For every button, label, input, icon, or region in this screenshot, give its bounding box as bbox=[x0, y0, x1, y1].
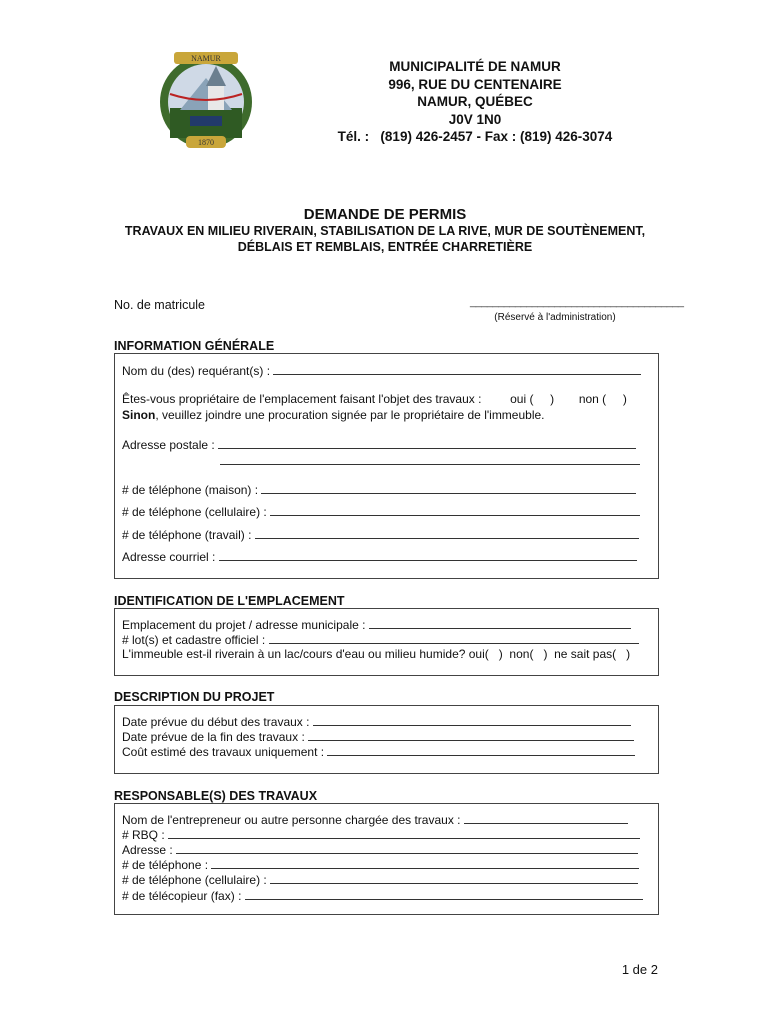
project-address-field[interactable] bbox=[369, 617, 631, 629]
project-address-row bbox=[122, 617, 631, 632]
section-general-title: INFORMATION GÉNÉRALE bbox=[114, 339, 275, 353]
resp-address-field[interactable] bbox=[176, 842, 638, 854]
project-address-label: Emplacement du projet / adresse municipale : bbox=[122, 618, 366, 632]
section-responsible-title: RESPONSABLE(S) DES TRAVAUX bbox=[114, 789, 318, 803]
phone-cell-field[interactable] bbox=[270, 504, 640, 516]
cost-field[interactable] bbox=[327, 744, 635, 756]
rbq-row bbox=[122, 827, 640, 842]
logo-year-text: 1870 bbox=[198, 138, 214, 147]
phone-work-label: # de téléphone (travail) : bbox=[122, 528, 252, 542]
start-date-field[interactable] bbox=[313, 714, 631, 726]
phone-work-field[interactable] bbox=[255, 527, 639, 539]
municipality-name: MUNICIPALITÉ DE NAMUR bbox=[389, 59, 561, 74]
resp-cell-field[interactable] bbox=[270, 872, 638, 884]
end-date-row bbox=[122, 729, 634, 744]
matricule-field[interactable]: ______________________________________ bbox=[470, 296, 684, 308]
phone-home-field[interactable] bbox=[261, 482, 636, 494]
form-subtitle-line2: DÉBLAIS ET REMBLAIS, ENTRÉE CHARRETIÈRE bbox=[237, 240, 533, 254]
contractor-row bbox=[122, 812, 628, 827]
phone-cell-row bbox=[122, 504, 640, 519]
rbq-label: # RBQ : bbox=[122, 828, 165, 842]
resp-address-row bbox=[122, 842, 638, 857]
contractor-label: Nom de l'entrepreneur ou autre personne chargée des travaux : bbox=[122, 813, 461, 827]
end-date-field[interactable] bbox=[308, 729, 634, 741]
resp-phone-row bbox=[122, 857, 639, 872]
riverside-question: L'immeuble est-il riverain à un lac/cours d'eau ou milieu humide? oui( ) non( ) ne sait pas( ) bbox=[122, 647, 631, 661]
resp-fax-label: # de télécopieur (fax) : bbox=[122, 889, 242, 903]
cost-label: Coût estimé des travaux uniquement : bbox=[122, 745, 325, 759]
lots-field[interactable] bbox=[269, 632, 639, 644]
postal-row-2 bbox=[220, 453, 640, 468]
reserved-note: (Réservé à l'administration) bbox=[494, 312, 616, 323]
form-subtitle-line1: TRAVAUX EN MILIEU RIVERAIN, STABILISATION DE LA RIVE, MUR DE SOUTÈNEMENT, bbox=[124, 224, 646, 238]
lots-row bbox=[122, 632, 639, 647]
postal-field-1[interactable] bbox=[218, 437, 636, 449]
phone-cell-label: # de téléphone (cellulaire) : bbox=[122, 505, 267, 519]
phone-work-row bbox=[122, 527, 639, 542]
requester-field[interactable] bbox=[273, 363, 641, 375]
resp-fax-field[interactable] bbox=[245, 888, 643, 900]
postal-label: Adresse postale : bbox=[122, 438, 215, 452]
email-row bbox=[122, 549, 637, 564]
municipality-header bbox=[315, 58, 635, 146]
phone-home-label: # de téléphone (maison) : bbox=[122, 483, 259, 497]
resp-phone-field[interactable] bbox=[211, 857, 639, 869]
matricule-label: No. de matricule bbox=[114, 298, 206, 312]
municipality-phone-fax: Tél. : (819) 426-2457 - Fax : (819) 426-3074 bbox=[337, 129, 613, 144]
email-label: Adresse courriel : bbox=[122, 550, 216, 564]
municipal-logo bbox=[150, 48, 262, 152]
otherwise-text: , veuillez joindre une procuration signée par le propriétaire de l'immeuble. bbox=[155, 408, 545, 422]
resp-phone-label: # de téléphone : bbox=[122, 858, 209, 872]
section-project-title: DESCRIPTION DU PROJET bbox=[114, 690, 275, 704]
owner-question-row bbox=[122, 392, 652, 406]
section-location-title: IDENTIFICATION DE L'EMPLACEMENT bbox=[114, 594, 345, 608]
rbq-field[interactable] bbox=[168, 827, 640, 839]
resp-fax-row bbox=[122, 888, 643, 903]
municipality-postal-code: J0V 1N0 bbox=[448, 111, 502, 127]
owner-yes-option[interactable]: oui ( ) bbox=[510, 392, 555, 406]
phone-home-row bbox=[122, 482, 636, 497]
otherwise-bold: Sinon bbox=[122, 408, 156, 422]
requester-label: Nom du (des) requérant(s) : bbox=[122, 364, 271, 378]
start-date-label: Date prévue du début des travaux : bbox=[122, 715, 310, 729]
logo-banner-text: NAMUR bbox=[191, 54, 221, 63]
postal-field-2[interactable] bbox=[220, 453, 640, 465]
resp-cell-label: # de téléphone (cellulaire) : bbox=[122, 873, 267, 887]
email-field[interactable] bbox=[219, 549, 637, 561]
postal-row bbox=[122, 437, 636, 452]
start-date-row bbox=[122, 714, 631, 729]
form-subtitle bbox=[100, 223, 670, 255]
form-title: DEMANDE DE PERMIS bbox=[303, 206, 467, 223]
municipality-city: NAMUR, QUÉBEC bbox=[417, 94, 533, 109]
contractor-field[interactable] bbox=[464, 812, 628, 824]
end-date-label: Date prévue de la fin des travaux : bbox=[122, 730, 305, 744]
page-number: 1 de 2 bbox=[621, 962, 658, 977]
requester-row bbox=[122, 363, 641, 378]
otherwise-row bbox=[122, 408, 545, 422]
municipality-address: 996, RUE DU CENTENAIRE bbox=[388, 76, 562, 92]
resp-address-label: Adresse : bbox=[122, 843, 173, 857]
lots-label: # lot(s) et cadastre officiel : bbox=[122, 633, 266, 647]
cost-row bbox=[122, 744, 635, 759]
owner-no-option[interactable]: non ( ) bbox=[578, 392, 627, 406]
resp-cell-row bbox=[122, 872, 638, 887]
owner-question-label: Êtes-vous propriétaire de l'emplacement faisant l'objet des travaux : bbox=[122, 392, 482, 406]
